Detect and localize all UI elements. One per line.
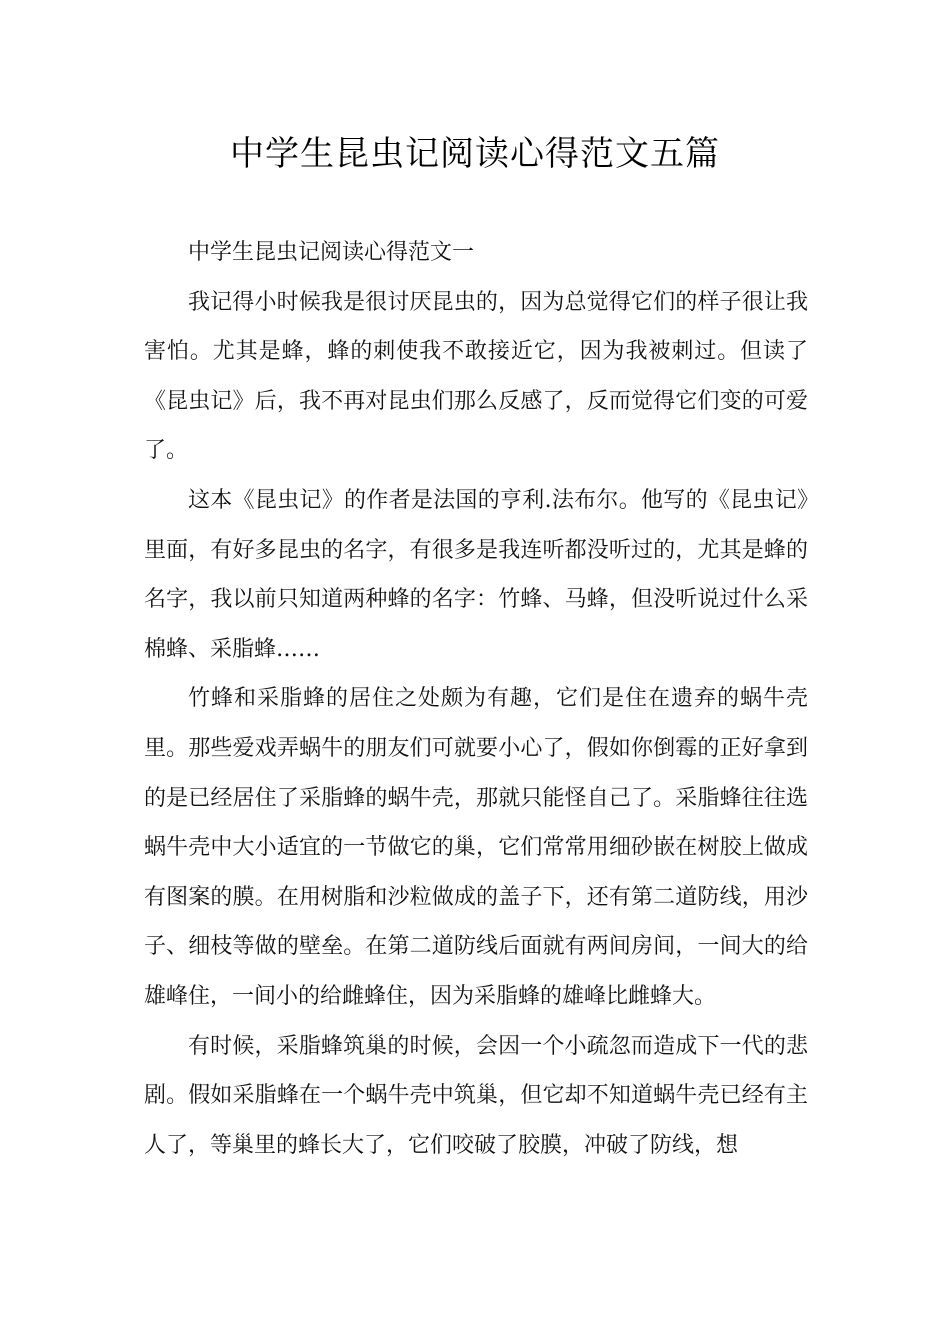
section-heading: 中学生昆虫记阅读心得范文一 — [188, 240, 475, 265]
paragraph-4: 有时候，采脂蜂筑巢的时候，会因一个小疏忽而造成下一代的悲剧。假如采脂蜂在一个蜗牛壳中筑巢，但它却不知道蜗牛壳已经有主人了，等巢里的蜂长大了，它们咬破了胶膜，冲破了防线，想 — [144, 1033, 808, 1158]
paragraph-2: 这本《昆虫记》的作者是法国的亨利.法布尔。他写的《昆虫记》里面，有好多昆虫的名字，有很多是我连听都没听过的，尤其是蜂的名字，我以前只知道两种蜂的名字：竹蜂、马蜂，但没听说过什么采棉蜂、采脂蜂…… — [144, 487, 808, 662]
document-body — [144, 228, 808, 1170]
paragraph-1: 我记得小时候我是很讨厌昆虫的，因为总觉得它们的样子很让我害怕。尤其是蜂，蜂的刺使我不敢接近它，因为我被刺过。但读了《昆虫记》后，我不再对昆虫们那么反感了，反而觉得它们变的可爱了。 — [144, 289, 808, 464]
document-title: 中学生昆虫记阅读心得范文五篇 — [230, 134, 720, 174]
paragraph-3: 竹蜂和采脂蜂的居住之处颇为有趣，它们是住在遗弃的蜗牛壳里。那些爱戏弄蜗牛的朋友们可就要小心了，假如你倒霉的正好拿到的是已经居住了采脂蜂的蜗牛壳，那就只能怪自己了。采脂蜂往往选蜗牛壳中大小适宜的一节做它的巢，它们常常用细砂嵌在树胶上做成有图案的膜。在用树脂和沙粒做成的盖子下，还有第二道防线，用沙子、细枝等做的壁垒。在第二道防线后面就有两间房间，一间大的给雄峰住，一间小的给雌蜂住，因为采脂蜂的雄峰比雌蜂大。 — [144, 686, 808, 1009]
